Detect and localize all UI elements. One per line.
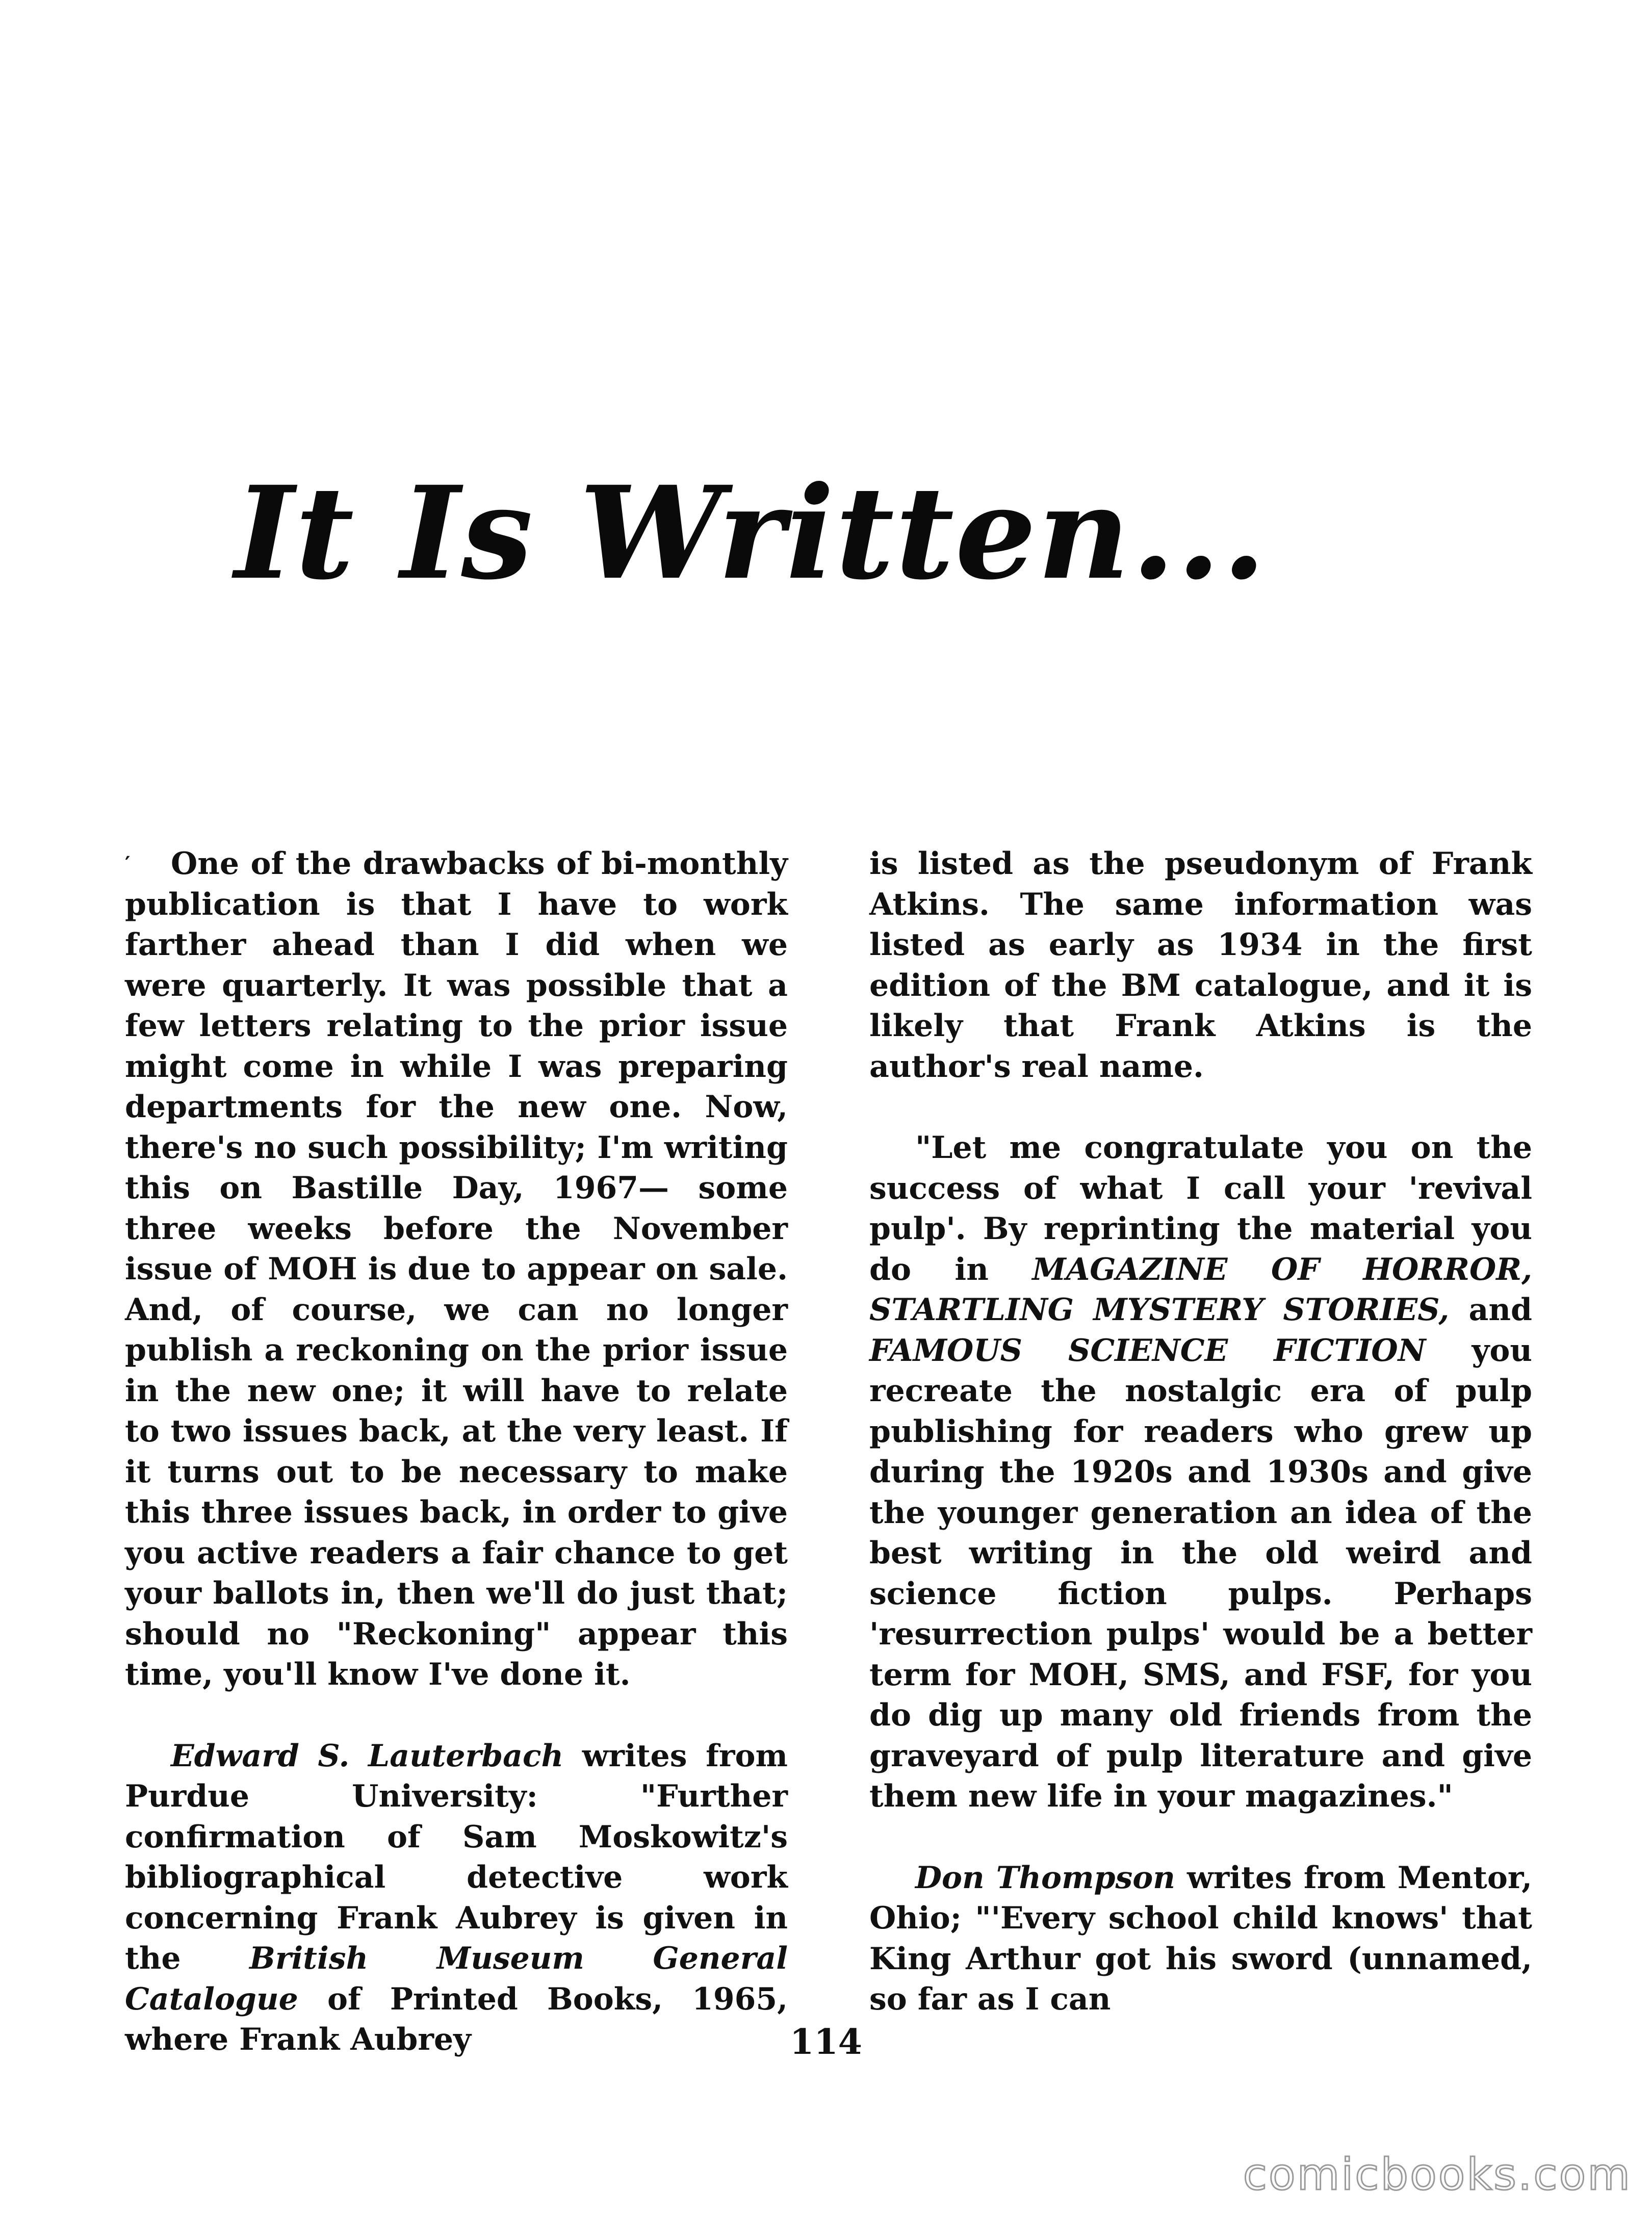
page-number: 114 [790,2022,862,2062]
left-column [125,844,788,2060]
right-column [869,844,1532,2020]
congratulation-text-continued: you recreate the nostalgic era of pulp publishing for readers who grew up during the 1920s and 1930s and give the younger generation an idea of the best writing in the old weird and science fiction pulps. Perhaps 'resurrection pulps' would be a better term for MOH, SMS, and FSF, for you do dig up many old friends from the graveyard of pulp literature and give them new life in your magazines." [869,1332,1533,1814]
letter-text: writes from Purdue University: "Further confirmation of Sam Moskowitz's bibliographical detective work concerning Frank Aubrey is given in the [125,1738,788,1976]
continued-text: is listed as the pseudonym of Frank Atkins. The same information was listed as early as 1934 in the first edition of the BM catalogue, and it is likely that Frank Atkins is the author's real name. [869,846,1532,1085]
thompson-letter [869,1858,1532,2020]
margin-mark: ′ [125,852,131,876]
lauterbach-letter [125,1736,788,2060]
conjunction: and [1468,1292,1532,1328]
intro-paragraph [125,844,788,1695]
lauterbach-letter-continued [869,844,1532,1087]
page-title: It Is Written... [235,458,1268,608]
letter-writer-name: Don Thompson [915,1860,1175,1896]
catalogue-title: British Museum General Catalogue [125,1941,788,2017]
magazine-titles: MAGAZINE OF HORROR, STARTLING MYSTERY STORIES, [869,1251,1533,1328]
intro-text: One of the drawbacks of bi-monthly publication is that I have to work farther ahead than I did when we were quarterly. It was possible that a few letters relating to the prior issue might come in while I was preparing departments for the new one. Now, there's no such possibility; I'm writing this on Bastille Day, 1967— some three weeks before the November issue of MOH is due to appear on sale. And, of course, we can no longer publish a reckoning on the prior issue in the new one; it will have to relate to two issues back, at the very least. If it turns out to be necessary to make this three issues back, in order to give you active readers a fair chance to get your ballots in, then we'll do just that; should no "Reckoning" appear this time, you'll know I've done it. [125,846,788,1692]
watermark: comicbooks.com [1243,2149,1632,2200]
letter-writer-name: Edward S. Lauterbach [171,1738,564,1774]
magazine-title-fsf: FAMOUS SCIENCE FICTION [869,1332,1426,1369]
letter-text: writes from Mentor, Ohio; "'Every school child knows' that King Arthur got his sword (unnamed, so far as I can [869,1860,1532,2017]
congratulation-paragraph [869,1128,1532,1817]
letter-text-continued: of Printed Books, 1965, where Frank Aubrey [125,1981,788,2057]
congratulation-text: "Let me congratulate you on the success of what I call your 'revival pulp'. By reprinting the material you do in [869,1130,1532,1287]
